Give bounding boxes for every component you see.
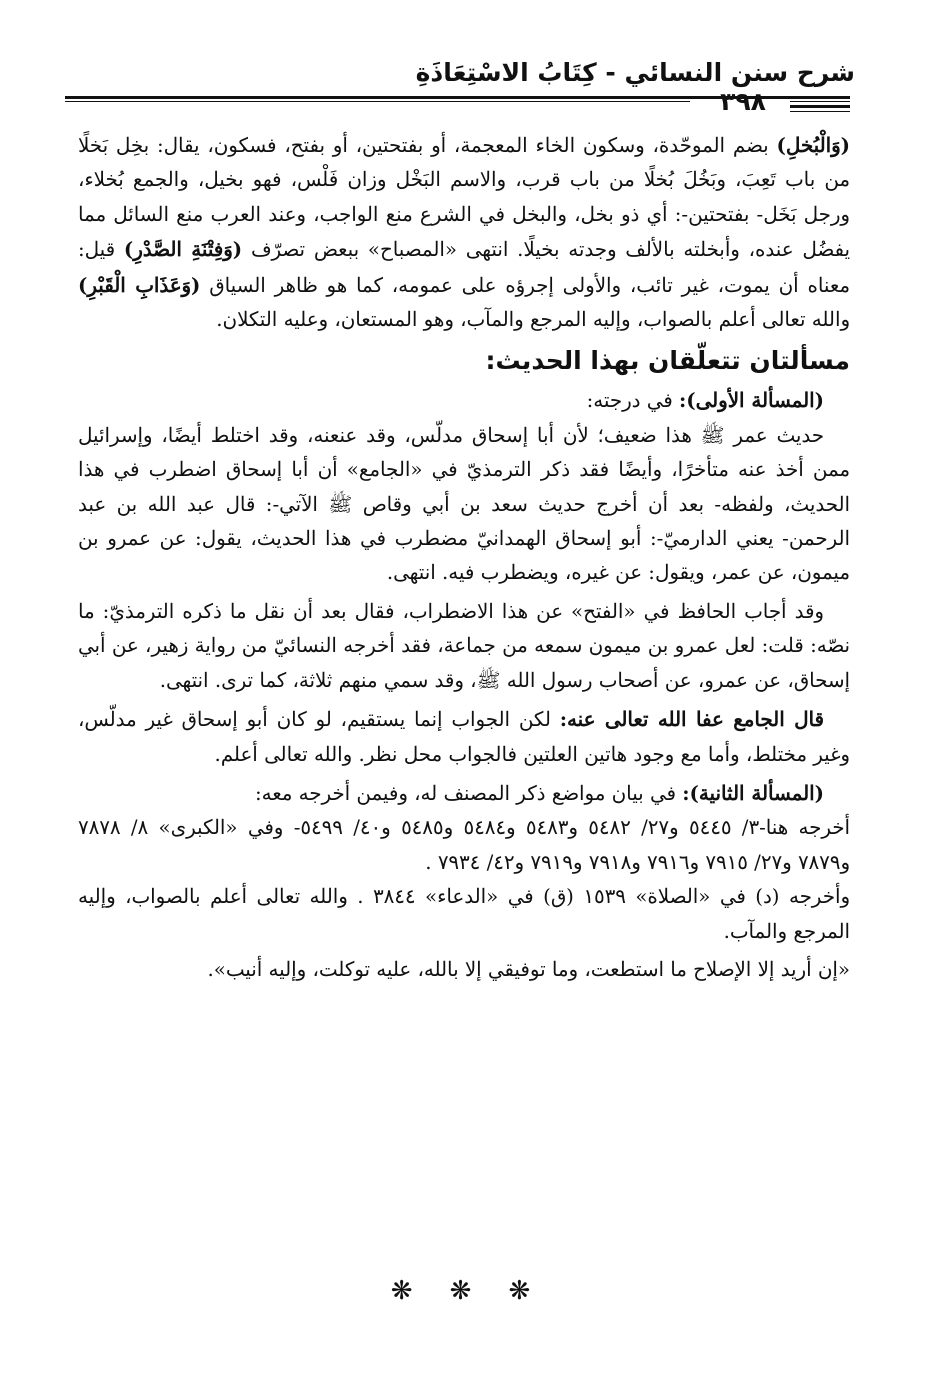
paragraph-references: أخرجه هنا-٣/ ٥٤٤٥ و٢٧/ ٥٤٨٢ و٥٤٨٣ و٥٤٨٤ و٥٤٨٥ و٤٠/ ٥٤٩٩- وفي «الكبرى» ٨/ ٧٨٧٨ و٧٨٧٩ و٢٧/ ٧٩١٥ و٧٩١٦ و٧٩١٨ و٧٩١٩ و٤٢/ ٧٩٣٤ .	[78, 816, 851, 874]
header-rule-right-top	[790, 101, 850, 102]
header-rule-right-middle	[790, 105, 850, 108]
section-separator: ❋ ❋ ❋	[390, 1276, 545, 1306]
paragraph-hadith-grade: حديث عمر ﷺ هذا ضعيف؛ لأن أبا إسحاق مدلّس، وقد عنعنه، وقد اختلط أيضًا، وإسرائيل ممن أخذ عنه متأخرًا، وأيضًا فقد ذكر الترمذيّ في «الجامع» أن أبا إسحاق اضطرب في هذا الحديث، ولفظه- بعد أن أخرج حديث سعد بن أبي وقاص ﷺ الآتي-: قال عبد الله بن عبد الرحمن- يعني الدارميّ-: أبو إسحاق الهمدانيّ مضطرب في هذا الحديث، يقول: عن عمرو بن ميمون، عن عمر، ويقول: عن غيره، ويضطرب فيه. انتهى.	[78, 423, 850, 585]
quoted-term: (وَفِتْنَةِ الصَّدْرِ)	[123, 237, 243, 262]
quoted-term: (وَعَذَابِ الْقَبْرِ)	[78, 272, 201, 297]
issue-label: (المسألة الثانية):	[682, 780, 824, 805]
paragraph-compiler-note	[78, 702, 850, 772]
compiler-text: لكن الجواب إنما يستقيم، لو كان أبو إسحاق غير مدلّس، وغير مختلط، وأما مع وجود هاتين العلتين فالجواب محل نظر. والله تعالى أعلم.	[78, 708, 850, 766]
paragraph-text: والله تعالى أعلم بالصواب، وإليه المرجع والمآب، وهو المستعان، وعليه التكلان.	[216, 308, 850, 332]
issue-text: في بيان مواضع ذكر المصنف له، وفيمن أخرجه معه:	[254, 781, 683, 805]
paragraph-hafiz-answer: وقد أجاب الحافظ في «الفتح» عن هذا الاضطراب، فقال بعد أن نقل ما ذكره الترمذيّ: ما نصّه: قلت: لعل عمرو بن ميمون سمعه من جماعة، فقد أخرجه النسائيّ من رواية زهير، عن أبي إسحاق، عن عمرو، عن أصحاب رسول الله ﷺ، وقد سمي منهم ثلاثة، كما ترى. انتهى.	[78, 599, 850, 692]
issue-label: (المسألة الأولى):	[678, 388, 824, 413]
compiler-label: قال الجامع عفا الله تعالى عنه:	[559, 707, 825, 732]
header-rule-right-bottom	[790, 111, 850, 112]
issue-one-line	[78, 383, 850, 418]
issue-two-line	[78, 776, 850, 811]
closing-quote: «إن أريد إلا الإصلاح ما استطعت، وما توفيقي إلا بالله، عليه توكلت، وإليه أنيب».	[207, 957, 850, 981]
paragraph-bukhl	[78, 128, 850, 337]
paragraph-text: بضم الموحّدة، وسكون الخاء المعجمة، أو بفتحتين، أو بفتح، فسكون، يقال: بخِل بَخلًا من باب تَعِبَ، وبَخُلَ بُخلًا من باب قرب، والاسم البَخْل وزان فَلْس، فهو بخيل، والجمع بُخلاء، ورجل بَخَل- بفتحتين-: أي ذو بخل، والبخل في الشرع منع الواجب، وعند العرب منع السائل مما يفضُل عنده، وأبخلته بالألف وجدته بخيلًا. انتهى «المصباح» ببعض تصرّف	[78, 134, 851, 262]
running-header-title: شرح سنن النسائي - كِتَابُ الاسْتِعَاذَةِ	[415, 58, 855, 87]
section-heading: مسألتان تتعلّقان بهذا الحديث:	[485, 346, 850, 376]
quoted-term: (وَالْبُخلِ)	[776, 133, 850, 157]
issue-text: في درجته:	[586, 389, 679, 413]
paragraph-other-sources: وأخرجه (د) في «الصلاة» ١٥٣٩ (ق) في «الدعاء» ٣٨٤٤ . والله تعالى أعلم بالصواب، وإليه المرجع والمآب.	[78, 885, 850, 943]
header-rule-thin	[65, 101, 690, 102]
page-body	[78, 128, 850, 987]
paragraph-text: قيل: معناه أن يموت، غير تائب، والأولى إجرؤه على عمومه، كما هو ظاهر السياق	[78, 238, 850, 297]
page-number: ٣٩٨	[720, 87, 766, 116]
